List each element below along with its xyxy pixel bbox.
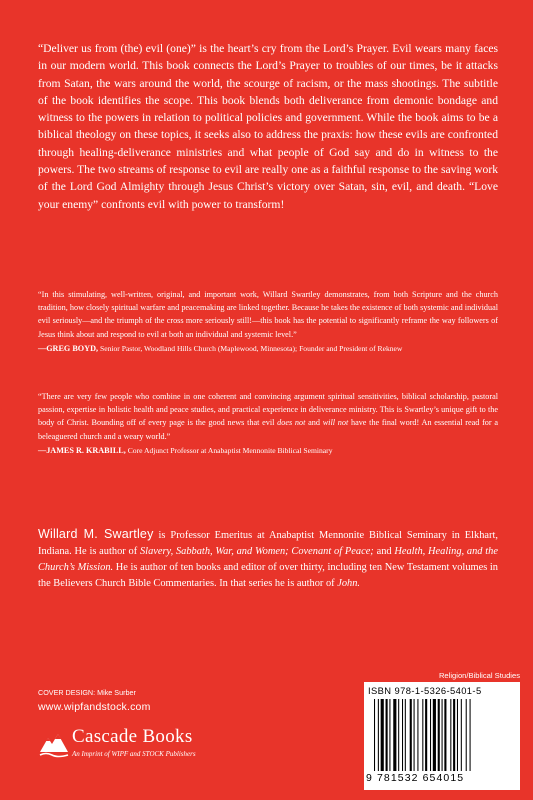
publisher-name: Cascade Books (72, 726, 193, 747)
book-title: Slavery, Sabbath, War, and Women; Covenant of Peace; (139, 546, 374, 557)
quote-text: have the final word! An essential read for a beleaguered church and a weary world.” (38, 418, 499, 441)
reviewer-name: —JAMES R. KRABILL, (38, 445, 126, 455)
credits (38, 688, 151, 713)
quote-emphasis: does not (277, 418, 306, 428)
bio-text: He is author of ten books and editor of over thirty, including ten New Testament volumes in the Believers Church Bible Commentaries. In that series he is author of (38, 562, 498, 589)
review-quote: “In this stimulating, well-written, original, and important work, Willard Swartley demonstrates, from both Scripture and the church tradition, how closely spiritual warfare and peacemaking are linked together. Because he takes the existence of both systemic and individual evil seriously—and the triumph of the cross more seriously still!—this book has the potential to significantly reframe the way followers of Jesus think about and respond to evil at both an individual and systemic level.” (38, 290, 498, 339)
website-link[interactable]: www.wipfandstock.com (38, 701, 151, 713)
barcode-number: 9 781532 654015 (366, 772, 465, 784)
publisher-subtitle: An Imprint of WIPF and STOCK Publishers (72, 750, 196, 758)
review-attribution (38, 342, 498, 355)
barcode-icon (372, 699, 514, 771)
book-title: John. (337, 578, 361, 589)
barcode-box (364, 682, 520, 790)
quote-text: “There are very few people who combine in one coherent and convincing argument spiritual sensitivities, biblical scholarship, pastoral passion, expertise in holistic health and peace studies, and practical experience in deliverance ministry. This is Swartley’s unique gift to the body of Christ. Bounding off of every page is the good news that evil (38, 392, 498, 428)
cover-design-credit: COVER DESIGN: Mike Surber (38, 688, 136, 697)
author-bio (38, 526, 498, 592)
review-greg-boyd (38, 288, 498, 355)
book-description: “Deliver us from (the) evil (one)” is the heart’s cry from the Lord’s Prayer. Evil wears many faces in our modern world. This book connects the Lord’s Prayer to troubles of our times, be it attacks from Satan, the wars around the world, the scourge of racism, or the mass shootings. The subtitle of the book identifies the scope. This book blends both deliverance from demonic bondage and witness to the powers in relation to political policies and government. While the book aims to be a biblical theology on these topics, it seeks also to address the praxis: how these evils are confronted through healing-deliverance ministries and what people of God say and do in witness to the powers. The two streams of response to evil are really one as a faithful response to the saving work of the Lord God Almighty through Jesus Christ’s victory over Satan, sin, evil, and death. “Love your enemy” confronts evil with power to transform! (38, 42, 498, 211)
review-attribution (38, 444, 498, 457)
quote-text: and (305, 418, 323, 428)
isbn-text: ISBN 978-1-5326-5401-5 (368, 685, 482, 696)
review-james-krabill (38, 390, 498, 457)
reviewer-role: Core Adjunct Professor at Anabaptist Mennonite Biblical Seminary (127, 445, 333, 455)
review-quote (38, 390, 498, 443)
author-name: Willard M. Swartley (38, 527, 154, 541)
quote-emphasis: will not (322, 418, 349, 428)
bio-text: is Professor Emeritus at Anabaptist Mennonite Biblical Seminary in Elkhart, Indiana. He is author of (38, 530, 498, 557)
reviewer-name: —GREG BOYD, (38, 343, 99, 353)
cascade-logo-icon (38, 728, 70, 758)
bio-text: and (373, 546, 395, 557)
publisher-logo (38, 726, 238, 762)
book-title: Health, Healing, and the Church’s Mission. (38, 546, 498, 573)
reviewer-role: Senior Pastor, Woodland Hills Church (Maplewood, Minnesota); Founder and President of Reknew (99, 343, 403, 353)
category-label: Religion/Biblical Studies (438, 671, 520, 680)
